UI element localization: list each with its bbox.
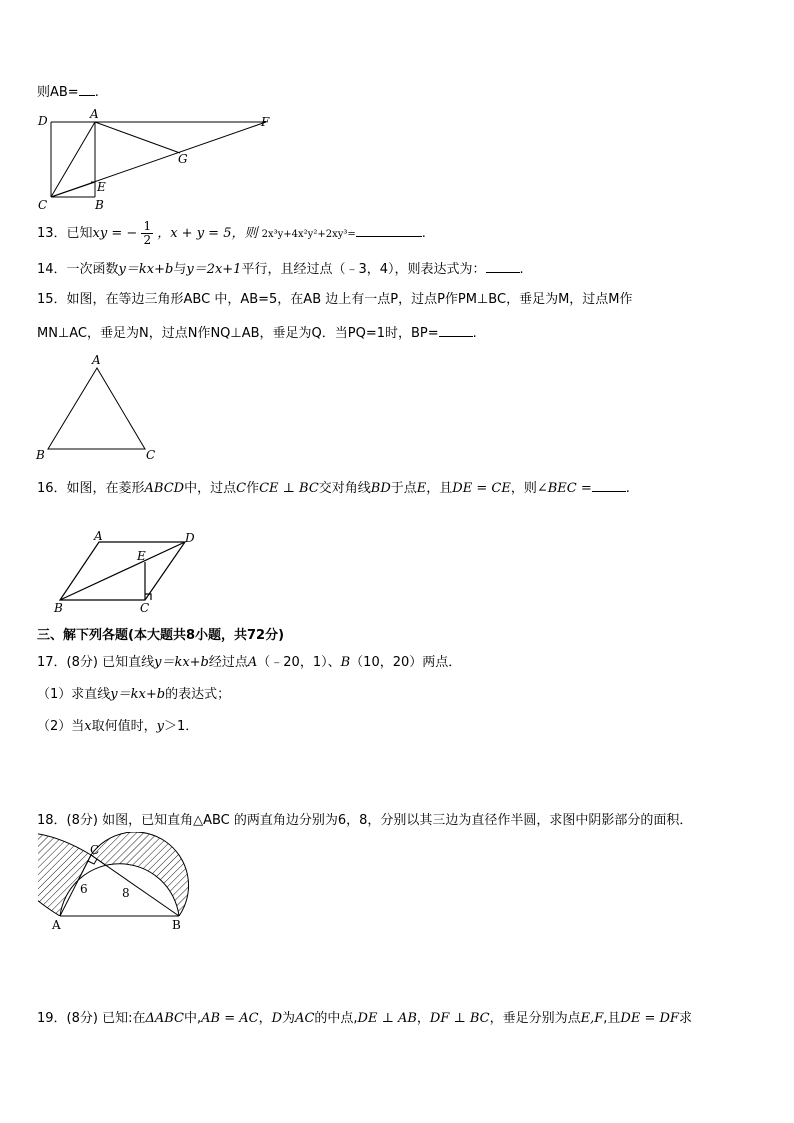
label-C: C — [140, 601, 150, 615]
label-D: D — [185, 531, 195, 545]
figure-equilateral-triangle — [34, 352, 164, 464]
label-B: B — [54, 601, 63, 615]
section-3-heading: 三、解下列各题(本大题共8小题，共72分) — [37, 628, 285, 643]
label-A: A — [92, 353, 101, 367]
fraction: $\frac{1}{2}$ — [143, 219, 152, 247]
label-E: E — [97, 180, 106, 194]
label-D: D — [38, 114, 48, 128]
label-G: G — [178, 152, 188, 166]
question-14: 14．一次函数y＝kx+b与y＝2x+1平行，且经过点（﹣3，4），则表达式为： . — [37, 259, 524, 279]
label-C: C — [90, 843, 100, 857]
figure-rectangle-triangle — [30, 105, 280, 215]
label-A: A — [94, 529, 103, 543]
question-17: 17．(8分) 已知直线y＝kx+b经过点A（﹣20，1）、B（10，20）两点． — [37, 655, 462, 670]
answer-blank[interactable] — [356, 223, 422, 237]
figure-rhombus — [50, 528, 210, 618]
top-line: 则AB= . — [37, 82, 99, 102]
answer-blank[interactable] — [486, 259, 520, 273]
answer-blank[interactable] — [439, 323, 473, 337]
question-17-part1: （1）求直线y＝kx+b的表达式； — [37, 687, 231, 702]
label-A: A — [90, 107, 99, 121]
question-15-line1: 15．如图，在等边三角形ABC 中，AB=5，在AB 边上有一点P，过点P作PM⊥BC，垂足为M，过点M作 — [37, 292, 633, 307]
answer-blank[interactable] — [592, 478, 626, 492]
question-15-line2: MN⊥AC，垂足为N，过点N作NQ⊥AB，垂足为Q．当PQ=1时，BP= . — [37, 323, 477, 343]
label-E: E — [137, 549, 146, 563]
label-B: B — [172, 918, 181, 932]
label-B: B — [36, 448, 45, 462]
question-17-part2: （2）当x取何值时，y＞1． — [37, 719, 199, 734]
label-six: 6 — [80, 882, 88, 896]
label-B: B — [95, 198, 104, 212]
question-16: 16．如图，在菱形ABCD中，过点C作CE ⊥ BC交对角线BD于点E，且DE = CE，则∠BEC = . — [37, 478, 630, 498]
label-C: C — [146, 448, 156, 462]
label-eight: 8 — [122, 886, 130, 900]
answer-blank[interactable] — [79, 82, 95, 96]
label-C: C — [38, 198, 48, 212]
label-A: A — [52, 918, 61, 932]
question-19: 19．(8分) 已知:在ΔABC中,AB = AC，D为AC的中点,DE ⊥ AB，DF ⊥ BC，垂足分别为点E,F,且DE = DF求 — [37, 1011, 692, 1026]
figure-semicircles — [38, 832, 198, 934]
question-13: 13．已知xy = − $\frac{1}{2}$ ，x + y = 5，则 2x³y+4x²y²+2xy³= . — [37, 219, 426, 247]
question-18: 18．(8分) 如图，已知直角△ABC 的两直角边分别为6，8，分别以其三边为直径作半圆，求图中阴影部分的面积． — [37, 813, 693, 828]
label-F: F — [261, 115, 270, 129]
